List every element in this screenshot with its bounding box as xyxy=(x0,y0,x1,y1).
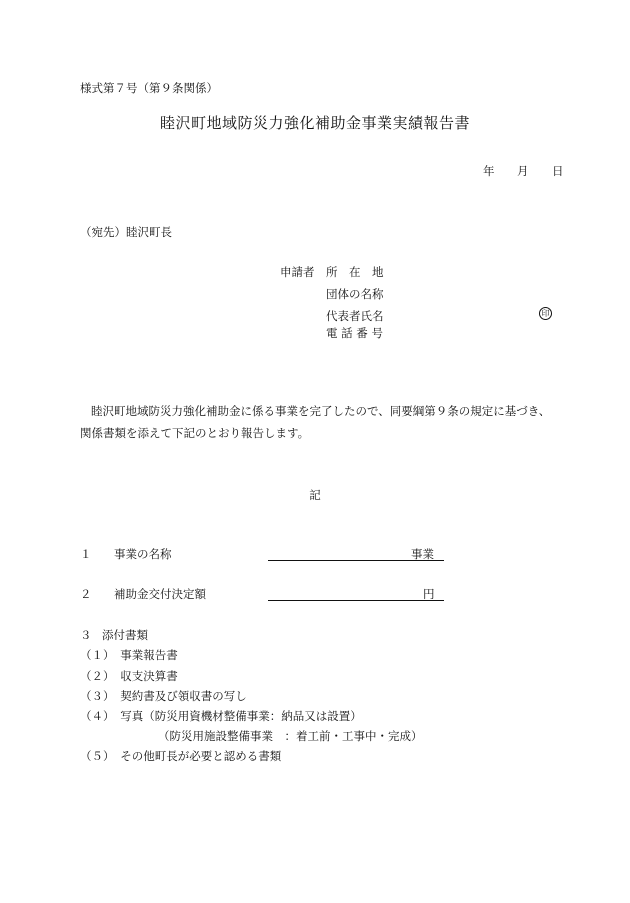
body-line-2: 関係書類を添えて下記のとおり報告します。 xyxy=(80,426,310,440)
attachment-1: （１） 事業報告書 xyxy=(80,648,178,662)
form-number: 様式第７号（第９条関係） xyxy=(80,81,218,95)
date-day: 日 xyxy=(552,164,564,178)
item-2-label: 補助金交付決定額 xyxy=(114,587,206,601)
item-1-number: １ xyxy=(80,547,92,561)
body-line-1: 睦沢町地域防災力強化補助金に係る事業を完了したので、同要綱第９条の規定に基づき、 xyxy=(91,404,551,418)
item-2-blank-line xyxy=(268,586,444,601)
item-3-label: 添付書類 xyxy=(102,628,148,642)
ki-heading: 記 xyxy=(309,488,321,502)
document-title: 睦沢町地域防災力強化補助金事業実績報告書 xyxy=(159,114,470,132)
attachment-3: （３） 契約書及び領収書の写し xyxy=(80,689,247,703)
item-3-number: ３ xyxy=(80,628,92,642)
attachment-4: （４） 写真（防災用資機材整備事業：納品又は設置） xyxy=(80,709,362,723)
address-label: 所 在 地 xyxy=(326,265,384,279)
seal-mark: 印 xyxy=(539,307,552,320)
item-1-suffix: 事業 xyxy=(411,547,434,561)
attachment-5: （５） その他町長が必要と認める書類 xyxy=(80,749,282,763)
date-year: 年 xyxy=(483,164,495,178)
attachment-2: （２） 収支決算書 xyxy=(80,669,178,683)
item-2-suffix: 円 xyxy=(423,587,435,601)
attachment-4-sub: （防災用施設整備事業 ：着工前・工事中・完成） xyxy=(158,729,423,743)
date-month: 月 xyxy=(517,164,529,178)
phone-label: 電 話 番 号 xyxy=(326,326,383,340)
addressee: （宛先）睦沢町長 xyxy=(80,225,172,239)
applicant-label: 申請者 xyxy=(280,265,315,279)
item-1-label: 事業の名称 xyxy=(114,547,172,561)
representative-label: 代表者氏名 xyxy=(326,309,384,323)
item-2-number: ２ xyxy=(80,587,92,601)
org-name-label: 団体の名称 xyxy=(326,287,384,301)
